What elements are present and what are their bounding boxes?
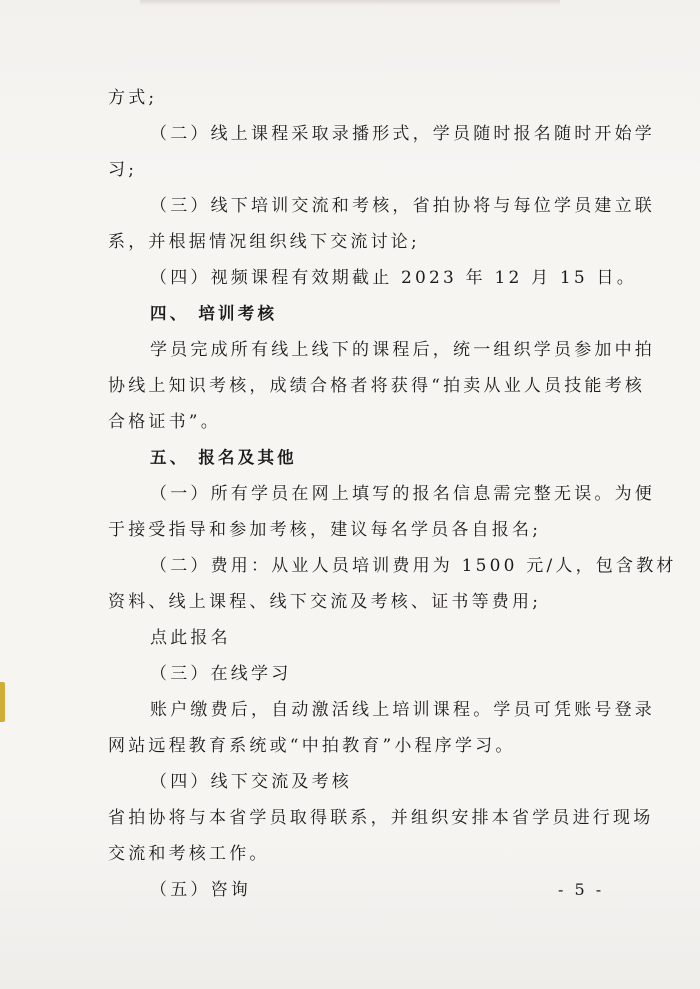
- binding-mark: [0, 682, 5, 722]
- paragraph-line: 交流和考核工作。: [108, 844, 270, 864]
- subsection-heading: （三）在线学习: [150, 664, 292, 684]
- paragraph-line: （四）视频课程有效期截止 2023 年 12 月 15 日。: [150, 268, 637, 288]
- paragraph-line: 习;: [108, 160, 138, 180]
- paragraph-line: （一）所有学员在网上填写的报名信息需完整无误。为便: [150, 484, 655, 504]
- scan-shadow: [140, 0, 560, 6]
- paragraph-line: （二）线上课程采取录播形式，学员随时报名随时开始学: [150, 124, 655, 144]
- paragraph-line: 资料、线上课程、线下交流及考核、证书等费用;: [108, 592, 542, 612]
- section-heading: 五、 报名及其他: [150, 448, 297, 467]
- section-heading: 四、 培训考核: [150, 304, 278, 323]
- subsection-heading: （四）线下交流及考核: [150, 772, 352, 792]
- page-number: - 5 -: [558, 880, 605, 899]
- paragraph-line: 网站远程教育系统或“中拍教育”小程序学习。: [108, 736, 516, 756]
- paragraph-line: 方式;: [108, 88, 158, 108]
- paragraph-line: 协线上知识考核，成绩合格者将获得“拍卖从业人员技能考核: [108, 376, 646, 396]
- paragraph-line: （二）费用：从业人员培训费用为 1500 元/人，包含教材: [150, 556, 677, 576]
- register-link-text: 点此报名: [150, 628, 231, 648]
- paragraph-line: 合格证书”。: [108, 412, 221, 432]
- paragraph-line: 学员完成所有线上线下的课程后，统一组织学员参加中拍: [150, 340, 655, 360]
- paragraph-line: （三）线下培训交流和考核，省拍协将与每位学员建立联: [150, 196, 655, 216]
- paragraph-line: 系，并根据情况组织线下交流讨论;: [108, 232, 420, 252]
- paragraph-line: 账户缴费后，自动激活线上培训课程。学员可凭账号登录: [150, 700, 655, 720]
- paragraph-line: 于接受指导和参加考核，建议每名学员各自报名;: [108, 520, 542, 540]
- paragraph-line: 省拍协将与本省学员取得联系，并组织安排本省学员进行现场: [108, 808, 654, 828]
- subsection-heading: （五）咨询: [150, 880, 251, 900]
